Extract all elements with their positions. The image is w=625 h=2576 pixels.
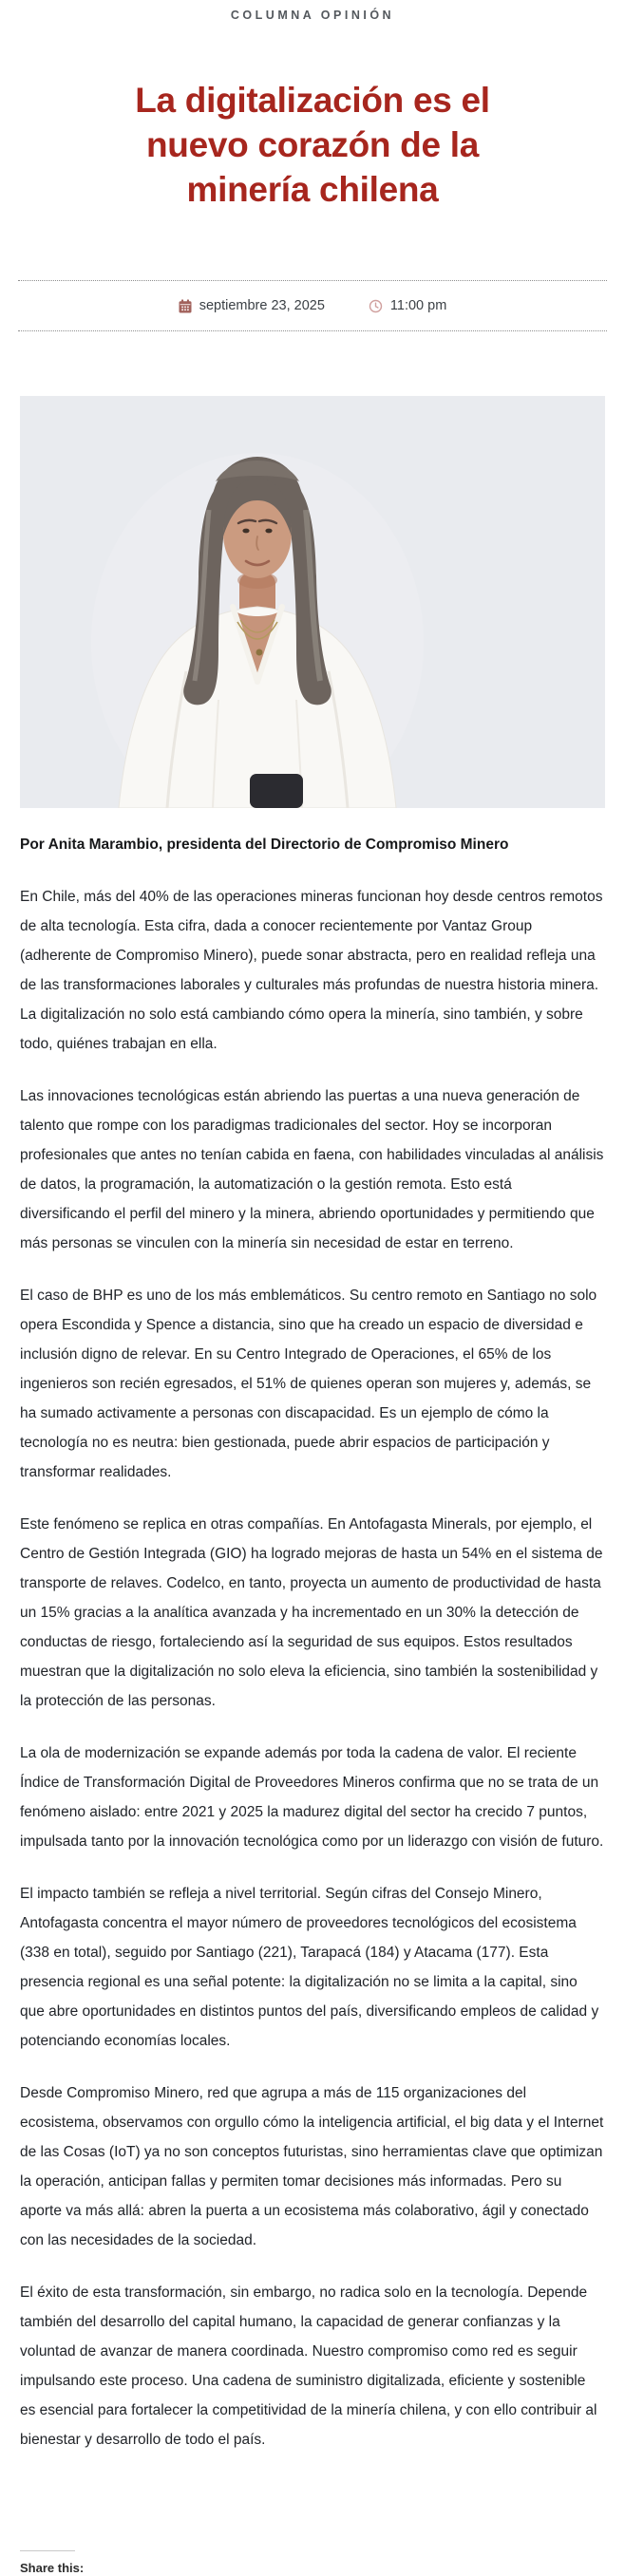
post-meta-row xyxy=(18,280,607,331)
share-divider xyxy=(20,2550,75,2551)
byline: Por Anita Marambio, presidenta del Directorio de Compromiso Minero xyxy=(20,837,509,853)
post-time-label: 11:00 pm xyxy=(389,298,447,313)
share-label: Share this: xyxy=(20,2561,85,2575)
paragraph: El caso de BHP es uno de los más emblemáticos. Su centro remoto en Santiago no solo opera Escondida y Spence a distancia, sino que ha creado un espacio de diversidad e inclusión digno de relevar. En su Centro Integrado de Operaciones, el 65% de los ingenieros son recién egresados, el 51% de quienes operan son mujeres y, además, se ha sumado activamente a personas con discapacidad. Es un ejemplo de cómo la tecnología no es neutra: bien gestionada, puede abrir espacios de participación y transformar realidades. xyxy=(20,1288,597,1480)
author-photo xyxy=(20,396,605,808)
page-title: La digitalización es el nuevo corazón de la minería chilena xyxy=(135,81,490,209)
article-body xyxy=(20,882,605,2454)
paragraph: Las innovaciones tecnológicas están abriendo las puertas a una nueva generación de talento que rompe con los paradigmas tradicionales del sector. Hoy se incorporan profesionales que antes no tenían cabida en faena, con habilidades vinculadas al análisis de datos, la programación, la automatización o la gestión remota. Esto está diversificando el perfil del minero y la minera, abriendo oportunidades y permitiendo que más personas se vinculen con la minería sin necesidad de estar en terreno. xyxy=(20,1088,604,1251)
paragraph: La ola de modernización se expande además por toda la cadena de valor. El reciente Índice de Transformación Digital de Proveedores Mineros confirma que no se trata de un fenómeno aislado: entre 2021 y 2025 la madurez digital del sector ha crecido 7 puntos, impulsada tanto por la innovación tecnológica como por un liderazgo con visión de futuro. xyxy=(20,1745,604,1850)
post-date-label: septiembre 23, 2025 xyxy=(199,298,325,313)
share-section xyxy=(20,2550,605,2576)
post-date xyxy=(179,296,325,315)
paragraph: El éxito de esta transformación, sin embargo, no radica solo en la tecnología. Depende también del desarrollo del capital humano, la capacidad de generar confianzas y la voluntad de avanzar de manera coordinada. Nuestro compromiso como red es seguir impulsando este proceso. Una cadena de suministro digitalizada, eficiente y sostenible es esencial para fortalecer la competitividad de la minería chilena, y con ello contribuir al bienestar y desarrollo de todo el país. xyxy=(20,2285,597,2448)
category-link[interactable]: COLUMNA OPINIÓN xyxy=(230,9,395,22)
post-time xyxy=(369,296,446,315)
paragraph: En Chile, más del 40% de las operaciones mineras funcionan hoy desde centros remotos de alta tecnología. Esta cifra, dada a conocer recientemente por Vantaz Group (adherente de Compromiso Minero), puede sonar abstracta, pero en realidad refleja una de las transformaciones laborales y culturales más profundas de nuestra historia minera. La digitalización no solo está cambiando cómo opera la minería, sino también, y sobre todo, quiénes trabajan en ella. xyxy=(20,889,603,1052)
paragraph: El impacto también se refleja a nivel territorial. Según cifras del Consejo Minero, Antofagasta concentra el mayor número de proveedores tecnológicos del ecosistema (338 en total), seguido por Santiago (221), Tarapacá (184) y Atacama (177). Esta presencia regional es una señal potente: la digitalización no se limita a la capital, sino que abre oportunidades en distintos puntos del país, diversificando empleos de calidad y potenciando economías locales. xyxy=(20,1886,599,2049)
clock-icon xyxy=(369,299,383,313)
paragraph: Desde Compromiso Minero, red que agrupa a más de 115 organizaciones del ecosistema, observamos con orgullo cómo la inteligencia artificial, el big data y el Internet de las Cosas (IoT) ya no son conceptos futuristas, sino herramientas clave que optimizan la operación, anticipan fallas y permiten tomar decisiones más informadas. Pero su aporte va más allá: abren la puerta a un ecosistema más colaborativo, ágil y conectado con las necesidades de la sociedad. xyxy=(20,2085,604,2248)
calendar-icon xyxy=(179,299,192,313)
paragraph: Este fenómeno se replica en otras compañías. En Antofagasta Minerals, por ejemplo, el Centro de Gestión Integrada (GIO) ha logrado mejoras de hasta un 54% en el sistema de transporte de relaves. Codelco, en tanto, proyecta un aumento de productividad de hasta un 15% gracias a la analítica avanzada y ha incrementado en un 30% la detección de conductas de riesgo, fortaleciendo así la seguridad de sus equipos. Estos resultados muestran que la digitalización no solo eleva la eficiencia, sino también la sostenibilidad y la protección de las personas. xyxy=(20,1516,603,1709)
